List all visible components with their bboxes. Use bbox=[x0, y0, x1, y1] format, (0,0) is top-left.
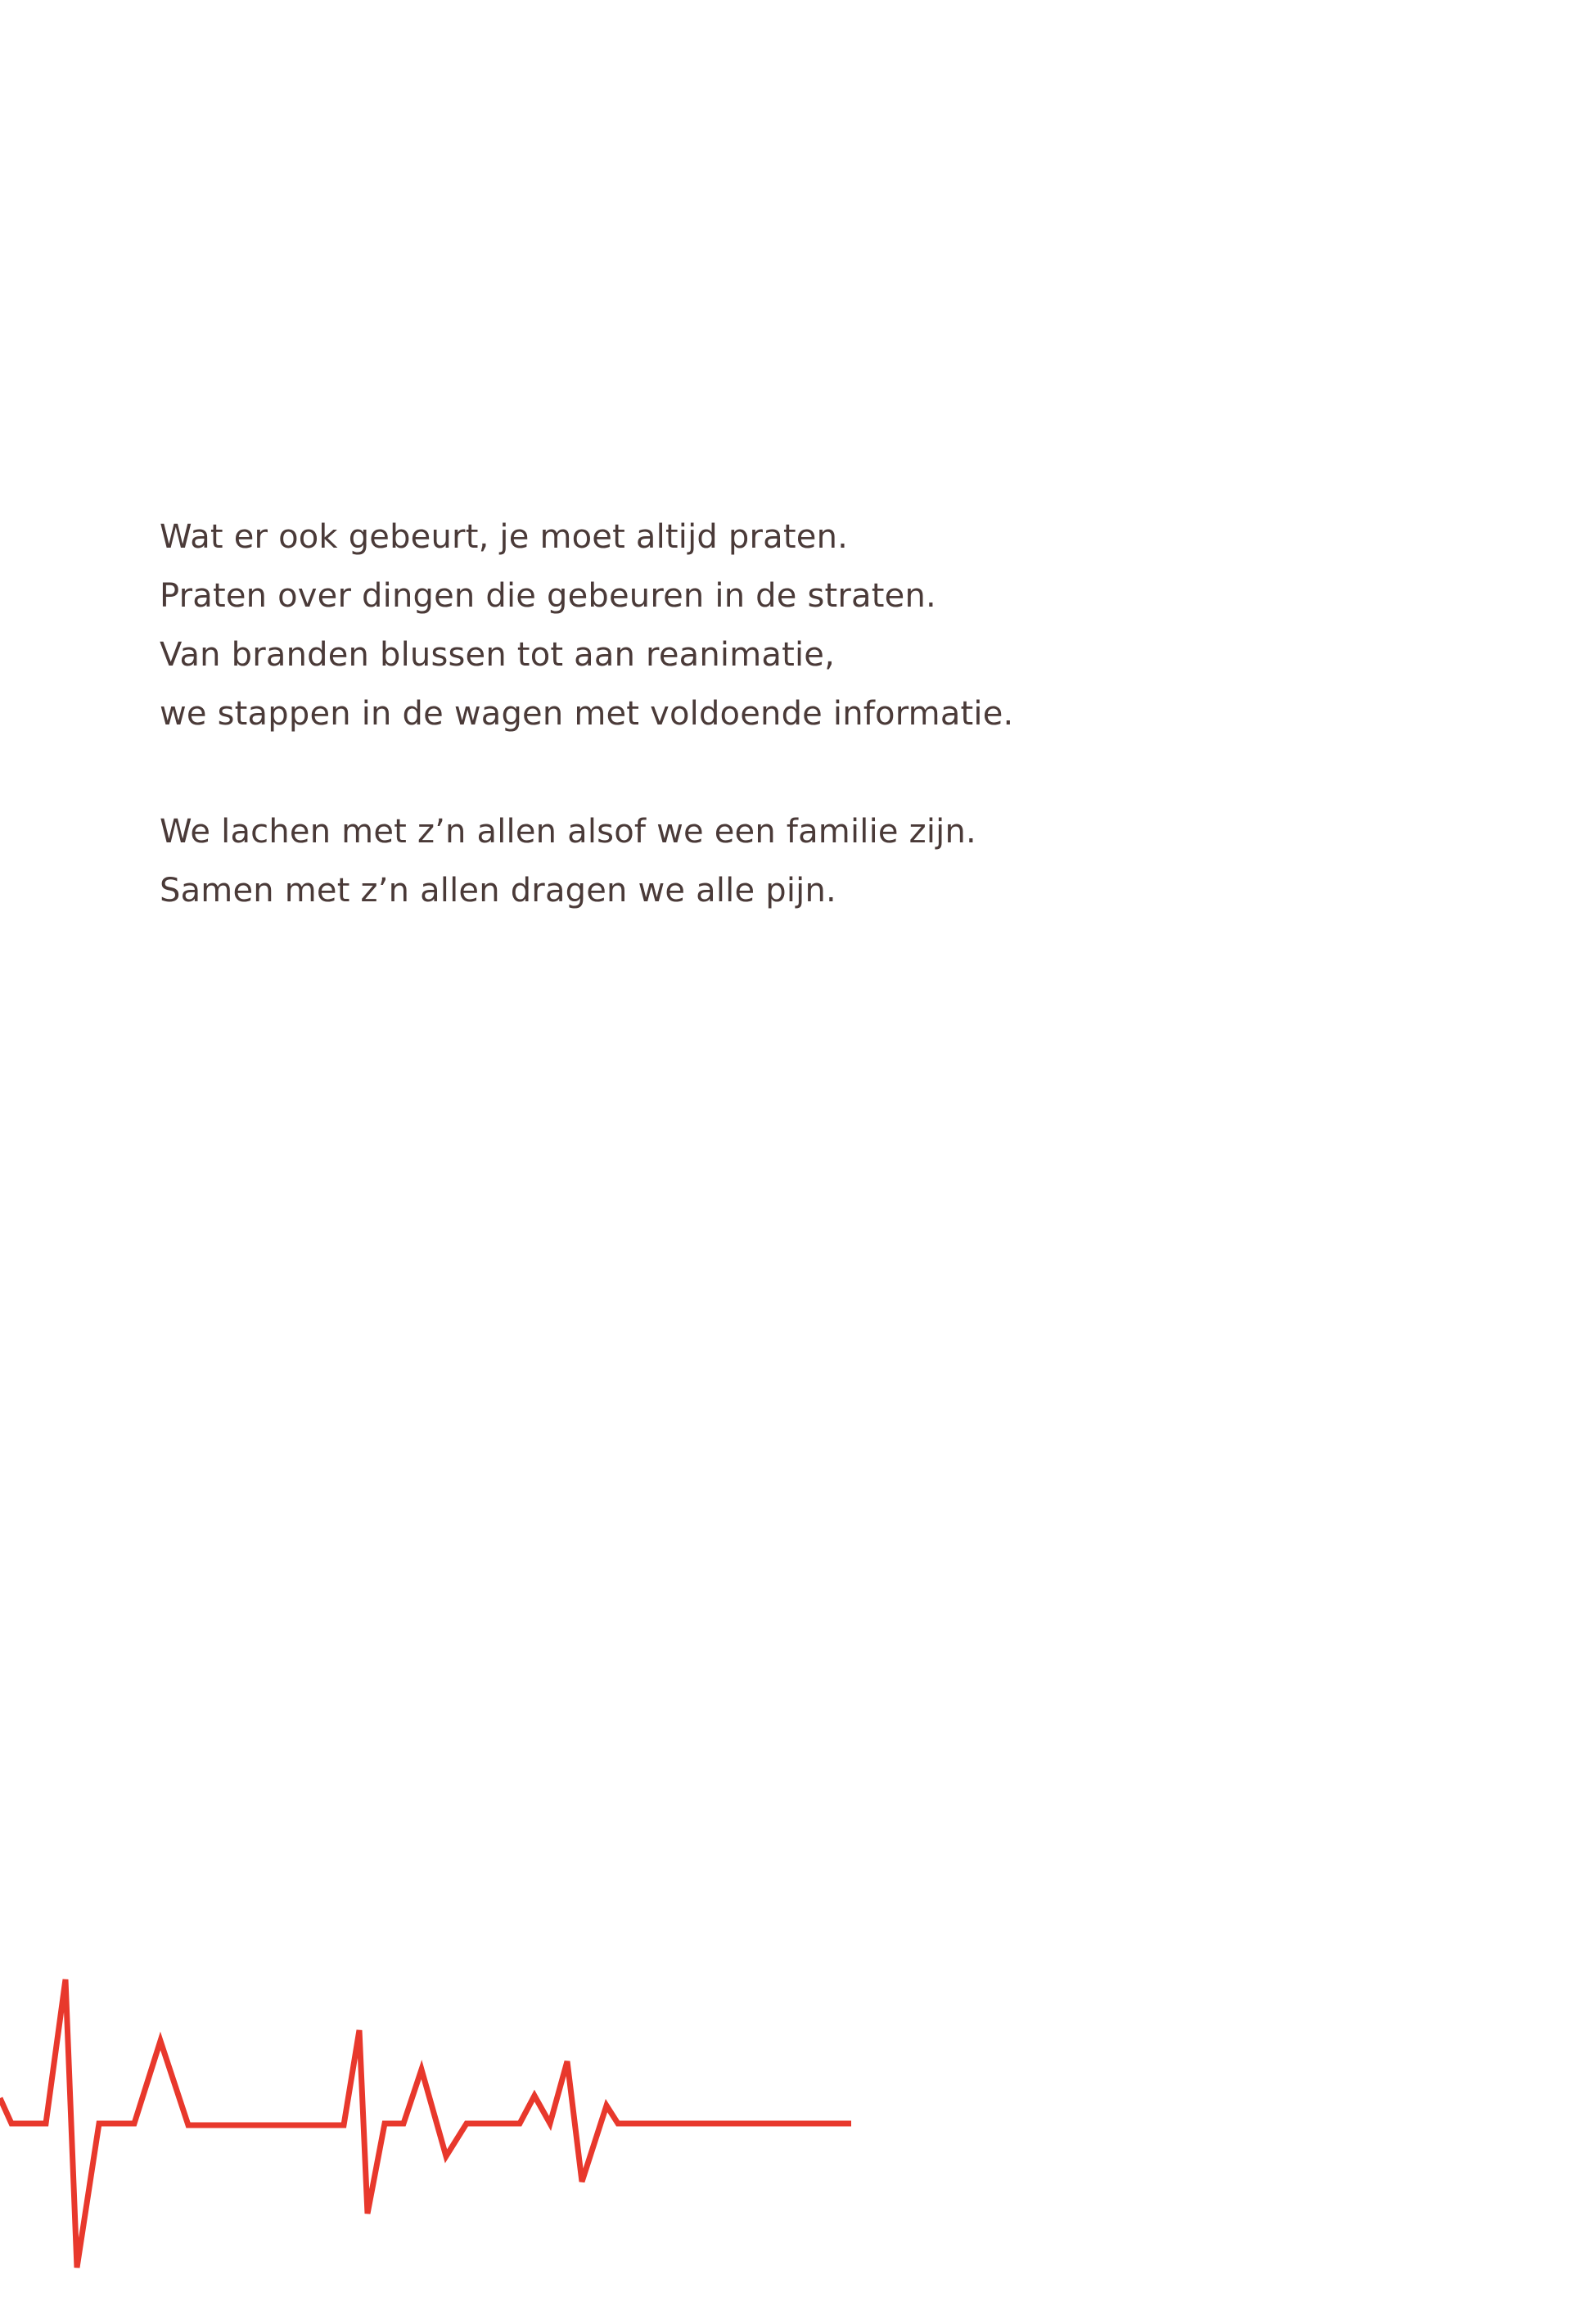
poem-line: Van branden blussen tot aan reanimatie, bbox=[160, 636, 836, 674]
poem-line: we stappen in de wagen met voldoende informatie. bbox=[160, 695, 1014, 733]
poem-line: Wat er ook gebeurt, je moet altijd praten. bbox=[160, 518, 849, 556]
poem-stanza-2 bbox=[160, 802, 1387, 920]
poem-stanza-1 bbox=[160, 508, 1387, 743]
poem-line: Praten over dingen die gebeuren in de straten. bbox=[160, 577, 936, 615]
heartbeat-trace bbox=[0, 1979, 851, 2268]
poem-line: Samen met z’n allen dragen we alle pijn. bbox=[160, 872, 836, 909]
poem bbox=[160, 508, 1387, 979]
heartbeat-line-icon bbox=[0, 1948, 859, 2292]
poem-line: We lachen met z’n allen alsof we een familie zijn. bbox=[160, 813, 976, 851]
